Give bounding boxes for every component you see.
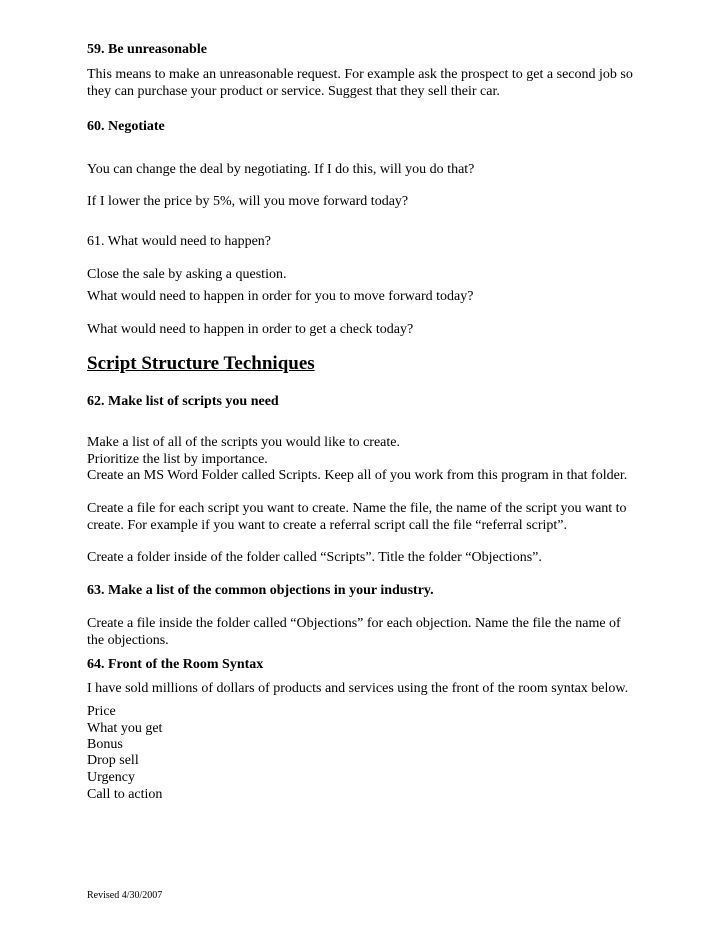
- heading-61: 61. What would need to happen?: [87, 234, 272, 249]
- heading-59: 59. Be unreasonable: [87, 42, 207, 57]
- body-61-line3: What would need to happen in order to get a check today?: [87, 322, 414, 337]
- heading-60: 60. Negotiate: [87, 119, 165, 134]
- body-63-line1: Create a file inside the folder called “Objections” for each objection. Name the file the name of: [87, 616, 621, 631]
- list-item: What you get: [87, 721, 163, 736]
- body-62-line2: Prioritize the list by importance.: [87, 452, 268, 467]
- body-60-line1: You can change the deal by negotiating. If I do this, will you do that?: [87, 162, 475, 177]
- body-64-intro: I have sold millions of dollars of products and services using the front of the room syntax below.: [87, 681, 629, 696]
- body-62-line5: create. For example if you want to create a referral script call the file “referral script”.: [87, 518, 568, 533]
- body-62-line4: Create a file for each script you want to create. Name the file, the name of the script you want to: [87, 501, 627, 516]
- heading-64: 64. Front of the Room Syntax: [87, 657, 264, 672]
- body-62-line6: Create a folder inside of the folder called “Scripts”. Title the folder “Objections”.: [87, 550, 542, 565]
- heading-63: 63. Make a list of the common objections in your industry.: [87, 583, 434, 598]
- body-62-line3: Create an MS Word Folder called Scripts. Keep all of you work from this program in that folder.: [87, 468, 628, 483]
- list-item: Urgency: [87, 770, 135, 785]
- list-item: Bonus: [87, 737, 123, 752]
- list-item: Price: [87, 704, 116, 719]
- list-item: Call to action: [87, 787, 163, 802]
- list-item: Drop sell: [87, 753, 139, 768]
- body-63-line2: the objections.: [87, 633, 169, 648]
- section-title: Script Structure Techniques: [87, 353, 315, 374]
- footer-revised: Revised 4/30/2007: [87, 890, 163, 901]
- body-62-line1: Make a list of all of the scripts you would like to create.: [87, 435, 400, 450]
- body-61-line2: What would need to happen in order for you to move forward today?: [87, 289, 474, 304]
- body-61-line1: Close the sale by asking a question.: [87, 267, 287, 282]
- heading-62: 62. Make list of scripts you need: [87, 394, 279, 409]
- body-59-line2: they can purchase your product or service. Suggest that they sell their car.: [87, 84, 500, 99]
- body-59-line1: This means to make an unreasonable request. For example ask the prospect to get a second job so: [87, 67, 633, 82]
- body-60-line2: If I lower the price by 5%, will you move forward today?: [87, 194, 409, 209]
